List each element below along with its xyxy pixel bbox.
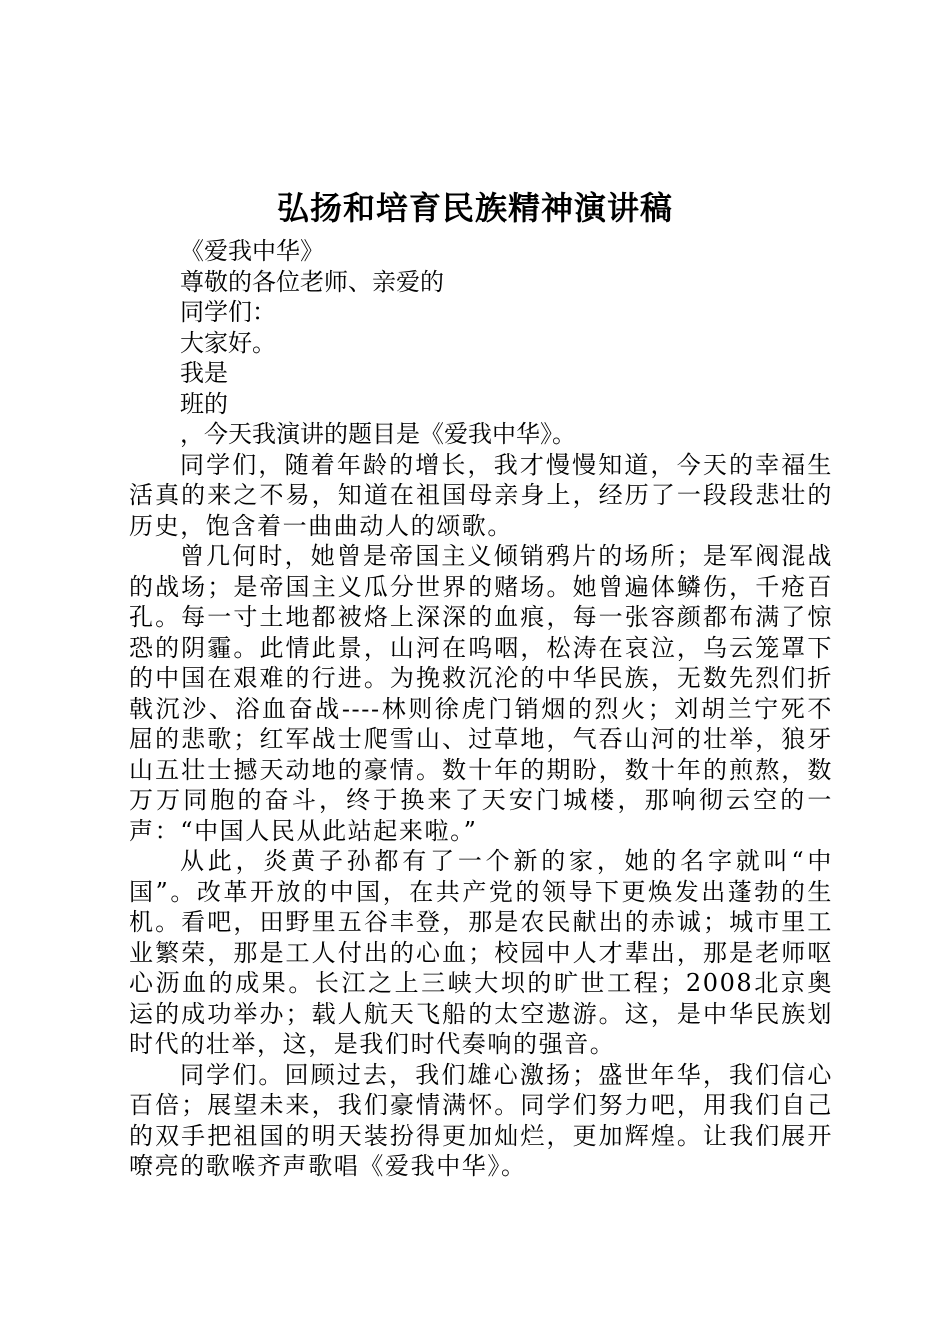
document-title: 弘扬和培育民族精神演讲稿	[276, 189, 673, 227]
greeting-line: 大家好。	[180, 328, 276, 357]
intro-line: 我是	[180, 359, 228, 387]
intro-line: ，今天我演讲的题目是《爱我中华》。	[180, 420, 576, 448]
body-paragraph: 从此，炎黄子孙都有了一个新的家，她的名字就叫“中国”。改革开放的中国，在共产党的领导下更焕发出蓬勃的生机。看吧，田野里五谷丰登，那是农民献出的赤诚；城市里工业繁荣，那是工人付出的心血；校园中人才辈出，那是老师呕心沥血的成果。长江之上三峡大坝的旷世工程；2008北京奥运的成功举办；载人航天飞船的太空遨游。这，是中华民族划时代的壮举，这，是我们时代奏响的强音。	[129, 847, 833, 1058]
salutation-line: 同学们：	[180, 298, 276, 326]
speech-title-line: 《爱我中华》	[180, 237, 324, 265]
body-paragraph: 曾几何时，她曾是帝国主义倾销鸦片的场所；是军阀混战的战场；是帝国主义瓜分世界的赌场。她曾遍体鳞伤，千疮百孔。每一寸土地都被烙上深深的血痕，每一张容颜都布满了惊恐的阴霾。此情此景，山河在呜咽，松涛在哀泣，乌云笼罩下的中国在艰难的行进。为挽救沉沦的中华民族，无数先烈们折戟沉沙、浴血奋战----林则徐虎门销烟的烈火；刘胡兰宁死不屈的悲歌；红军战士爬雪山、过草地，气吞山河的壮举，狼牙山五壮士撼天动地的豪情。数十年的期盼，数十年的煎熬，数万万同胞的奋斗，终于换来了天安门城楼，那响彻云空的一声：“中国人民从此站起来啦。”	[129, 542, 833, 845]
intro-line: 班的	[180, 389, 228, 418]
salutation-line: 尊敬的各位老师、亲爱的	[180, 267, 444, 296]
document-body	[129, 236, 833, 1182]
body-paragraph: 同学们，随着年龄的增长，我才慢慢知道，今天的幸福生活真的来之不易，知道在祖国母亲身上，经历了一段段悲壮的历史，饱含着一曲曲动人的颂歌。	[129, 450, 833, 540]
body-paragraph: 同学们。回顾过去，我们雄心激扬；盛世年华，我们信心百倍；展望未来，我们豪情满怀。同学们努力吧，用我们自己的双手把祖国的明天装扮得更加灿烂，更加辉煌。让我们展开嘹亮的歌喉齐声歌唱《爱我中华》。	[129, 1060, 833, 1180]
